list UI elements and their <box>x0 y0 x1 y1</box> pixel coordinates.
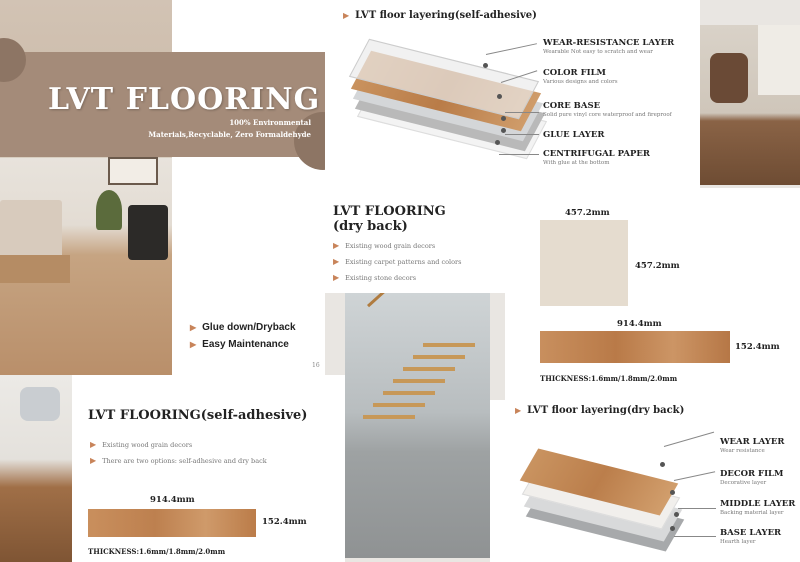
layer-label: WEAR LAYER Wear resistance <box>720 437 785 454</box>
layer-label: BASE LAYER Hearth layer <box>720 528 782 545</box>
wall-frame-image <box>108 157 158 185</box>
chair-image <box>128 205 168 260</box>
triangle-bullet-icon: ▶ <box>333 257 340 266</box>
cover-subtitle: Materials,Recyclable, Zero Formaldehyde <box>148 130 311 139</box>
page-number: 16 <box>312 362 320 369</box>
layer-label: CENTRIFUGAL PAPER With glue at the bottom <box>543 149 650 166</box>
section-heading: ▶ LVT floor layering(dry back) <box>515 405 685 416</box>
dry-back-sizes-panel <box>505 188 800 400</box>
triangle-bullet-icon: ▶ <box>515 405 522 415</box>
list-item: ▶ Existing wood grain decors <box>333 241 436 250</box>
sofa-image <box>0 200 62 260</box>
cover-title: LVT FLOORING <box>48 82 321 117</box>
carpet-tile-sample <box>540 220 628 306</box>
list-item: ▶ Existing stone decors <box>333 273 417 282</box>
plank-width-label: 152.4mm <box>735 342 780 352</box>
plank-length-label: 914.4mm <box>150 495 195 505</box>
pillow-image <box>20 387 60 421</box>
plank-width-label: 152.4mm <box>262 517 307 527</box>
list-item: ▶ Existing carpet patterns and colors <box>333 257 462 266</box>
feature-list <box>190 322 296 356</box>
tile-height-label: 457.2mm <box>635 261 680 271</box>
plank-length-label: 914.4mm <box>617 319 662 329</box>
triangle-bullet-icon: ▶ <box>333 273 340 282</box>
room-photo <box>700 25 800 185</box>
wood-plank-sample <box>88 509 256 537</box>
layer-label: GLUE LAYER <box>543 130 605 140</box>
wood-plank-sample <box>540 331 730 363</box>
list-item: ▶ There are two options: self-adhesive and dry back <box>90 456 267 465</box>
layer-label: COLOR FILM Various designs and colors <box>543 68 618 85</box>
layer-label: WEAR-RESISTANCE LAYER Wearable Not easy to scratch and wear <box>543 38 675 55</box>
section-heading: (dry back) <box>333 219 408 234</box>
list-item: ▶ Existing wood grain decors <box>90 440 193 449</box>
cover-subtitle: 100% Environmental <box>229 118 311 127</box>
staircase-photo <box>345 293 490 558</box>
triangle-bullet-icon: ▶ <box>90 440 97 449</box>
tile-width-label: 457.2mm <box>565 208 610 218</box>
section-heading: LVT FLOORING(self-adhesive) <box>88 408 308 423</box>
cover-panel <box>0 0 325 375</box>
layer-label: DECOR FILM Decorative layer <box>720 469 784 486</box>
thickness-label: THICKNESS:1.6mm/1.8mm/2.0mm <box>88 547 226 556</box>
section-heading: ▶ LVT floor layering(self-adhesive) <box>343 10 537 21</box>
section-heading: LVT FLOORING <box>333 204 446 219</box>
layering-self-adhesive-panel <box>325 0 700 188</box>
plant-image <box>96 190 122 230</box>
layer-label: MIDDLE LAYER Backing material layer <box>720 499 796 516</box>
list-item: ▶ Glue down/Dryback <box>190 322 296 333</box>
layering-dry-back-panel <box>490 400 800 562</box>
triangle-bullet-icon: ▶ <box>343 10 350 20</box>
layer-label: CORE BASE Solid pure vinyl core waterproof and fireproof <box>543 101 672 118</box>
triangle-bullet-icon: ▶ <box>190 340 197 349</box>
self-adhesive-panel <box>0 375 345 562</box>
triangle-bullet-icon: ▶ <box>333 241 340 250</box>
armchair-image <box>710 53 748 103</box>
triangle-bullet-icon: ▶ <box>90 456 97 465</box>
list-item: ▶ Easy Maintenance <box>190 339 289 350</box>
dry-back-panel <box>325 188 505 293</box>
thickness-label: THICKNESS:1.6mm/1.8mm/2.0mm <box>540 374 678 383</box>
triangle-bullet-icon: ▶ <box>190 323 197 332</box>
